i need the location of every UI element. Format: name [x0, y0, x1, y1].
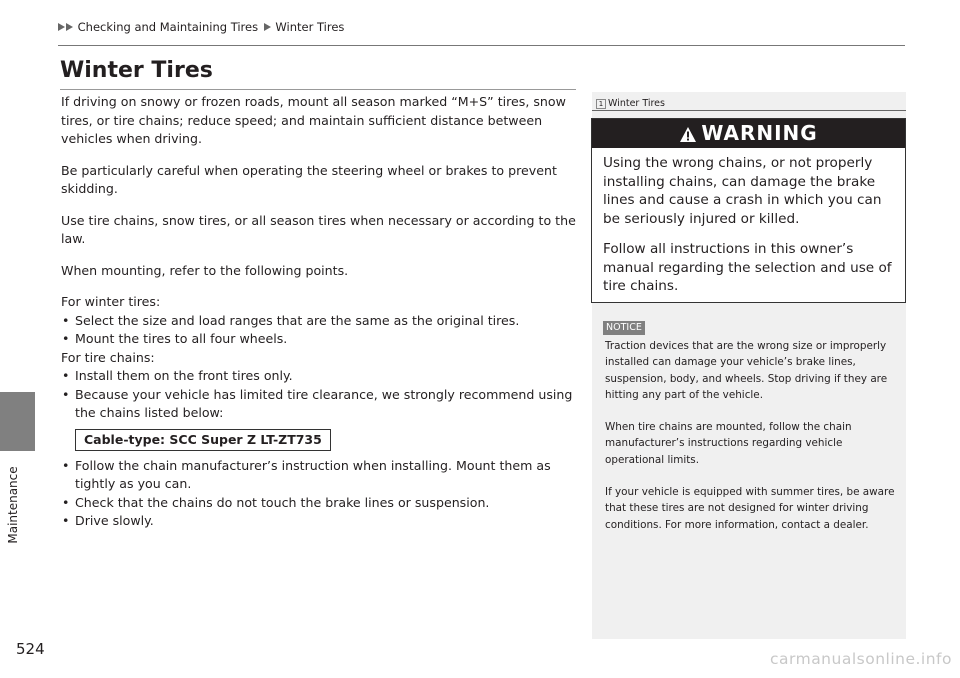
chain-type-box: Cable-type: SCC Super Z LT-ZT735 — [75, 429, 331, 451]
notice-badge: NOTICE — [603, 321, 645, 335]
watermark: carmanualsonline.info — [769, 650, 952, 668]
tire-chains-list — [61, 367, 581, 423]
paragraph: Be particularly careful when operating the steering wheel or brakes to prevent skidding. — [61, 162, 557, 196]
breadcrumb-item[interactable]: Checking and Maintaining Tires — [77, 20, 259, 34]
triangle-marker-icon — [58, 23, 65, 31]
title-divider — [60, 89, 576, 90]
list-item: • Check that the chains do not touch the brake lines or suspension. — [61, 494, 581, 513]
reference-icon: 1 — [596, 99, 606, 109]
warning-text: Follow all instructions in this owner’s manual regarding the selection and use of tire chains. — [603, 241, 892, 294]
list-item: • Follow the chain manufacturer’s instruction when installing. Mount them as tightly as you can. — [61, 457, 581, 494]
warning-header — [592, 119, 905, 148]
page-title: Winter Tires — [60, 58, 213, 83]
list-item: • Install them on the front tires only. — [61, 367, 581, 386]
paragraph: When mounting, refer to the following points. — [61, 262, 349, 278]
warning-text: Using the wrong chains, or not properly installing chains, can damage the brake lines and cause a crash in which you can be seriously injured or killed. — [603, 155, 882, 227]
list-item: • Select the size and load ranges that are the same as the original tires. — [61, 312, 581, 331]
main-content — [61, 93, 581, 531]
section-tab-marker — [0, 392, 35, 451]
triangle-marker-icon — [66, 23, 73, 31]
sidebar-header[interactable] — [596, 98, 665, 109]
sidebar-header-label: Winter Tires — [608, 98, 665, 109]
notice-text — [605, 338, 897, 549]
list-item: • Because your vehicle has limited tire clearance, we strongly recommend using the chains listed below: — [61, 386, 581, 423]
sidebar-divider — [592, 110, 906, 111]
page-number: 524 — [16, 640, 45, 658]
triangle-marker-icon — [264, 23, 271, 31]
tire-chains-label: For tire chains: — [61, 349, 155, 365]
chain-instructions-list — [61, 457, 581, 531]
notice-paragraph: Traction devices that are the wrong size or improperly installed can damage your vehicle’s brake lines, suspension, body, and wheels. Stop driving if they are hitting any part of the vehicle. — [605, 340, 888, 401]
header-divider — [58, 45, 905, 46]
list-item: • Drive slowly. — [61, 512, 581, 531]
notice-paragraph: If your vehicle is equipped with summer tires, be aware that these tires are not designed for winter driving conditions. For more information, contact a dealer. — [605, 486, 895, 531]
breadcrumb — [58, 20, 344, 34]
winter-tires-list — [61, 312, 581, 349]
breadcrumb-item[interactable]: Winter Tires — [275, 20, 345, 34]
section-tab-label: Maintenance — [6, 466, 20, 544]
notice-paragraph: When tire chains are mounted, follow the chain manufacturer’s instructions regarding vehicle operational limits. — [605, 421, 852, 466]
warning-body — [592, 148, 905, 296]
warning-label: WARNING — [701, 121, 818, 145]
winter-tires-label: For winter tires: — [61, 294, 161, 309]
warning-triangle-icon — [679, 126, 697, 143]
warning-box — [591, 118, 906, 303]
list-item: • Mount the tires to all four wheels. — [61, 330, 581, 349]
paragraph: If driving on snowy or frozen roads, mount all season marked “M+S” tires, snow tires, or tire chains; reduce speed; and maintain sufficient distance between vehicles when driving. — [61, 94, 566, 146]
paragraph: Use tire chains, snow tires, or all season tires when necessary or according to the law. — [61, 212, 576, 246]
